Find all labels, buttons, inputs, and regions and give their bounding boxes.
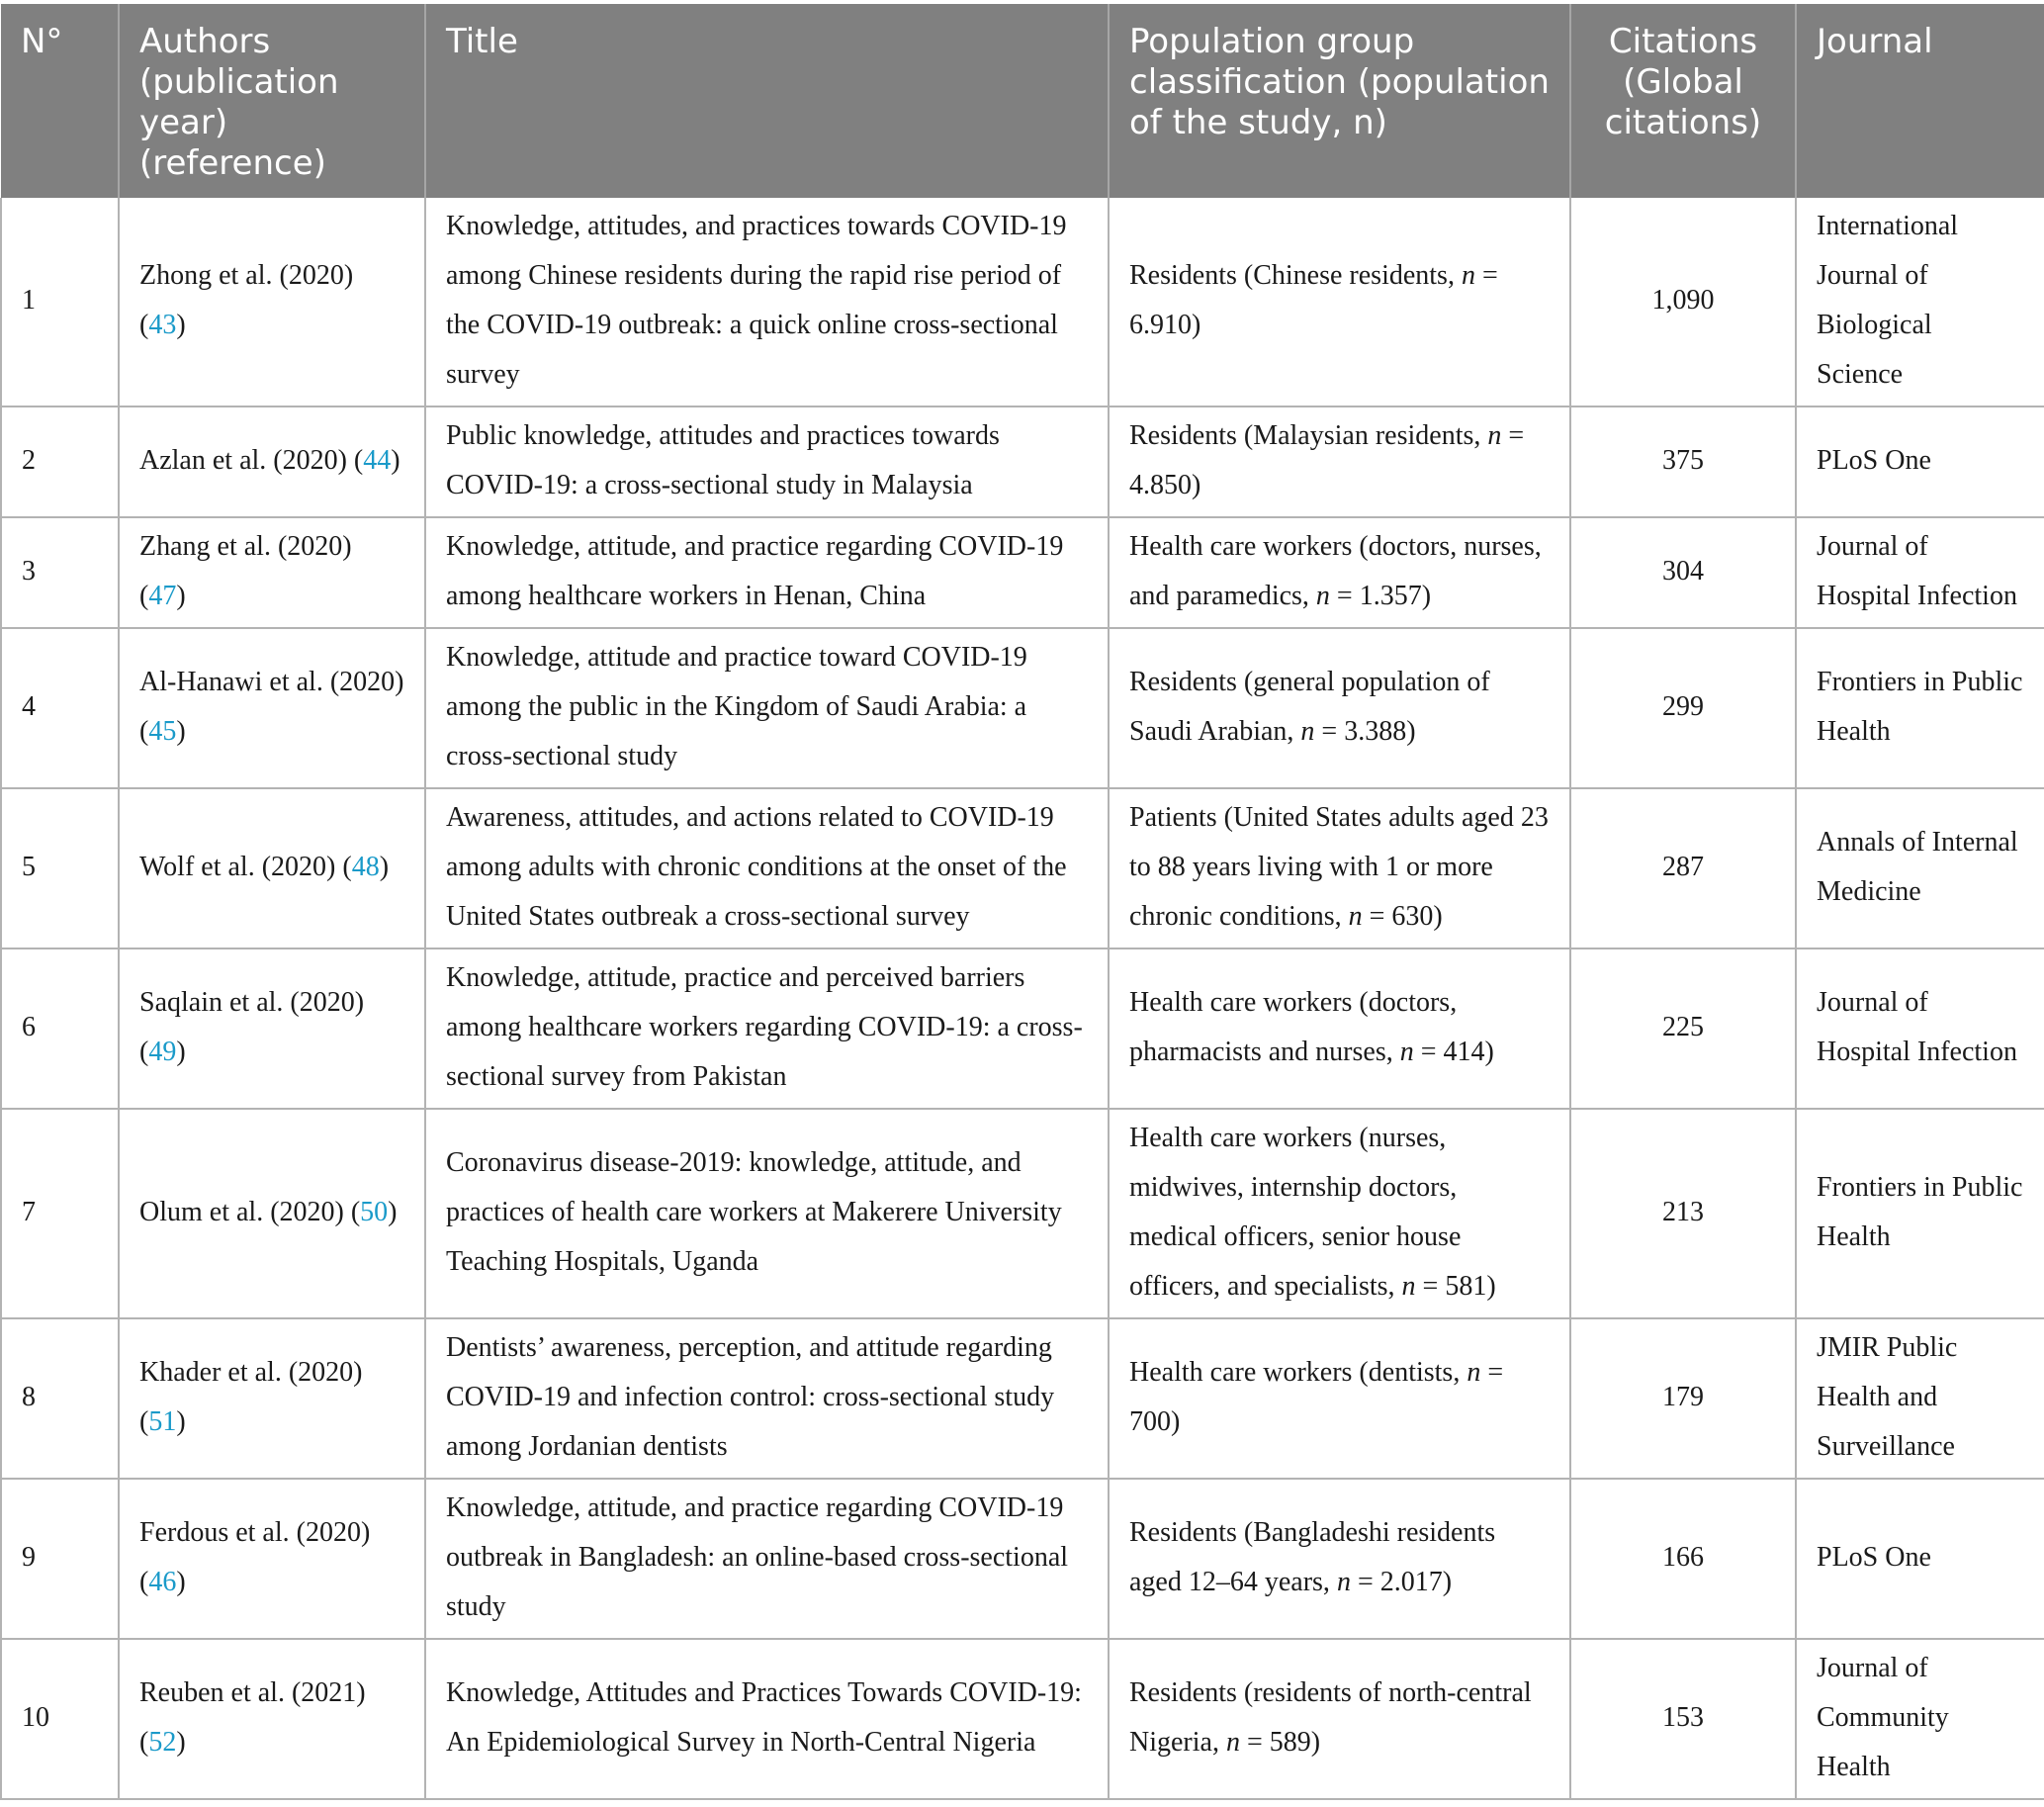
citations-cell: 304 [1570,517,1796,628]
reference-link[interactable]: 48 [351,852,380,882]
journal-cell: Journal of Community Health [1796,1639,2044,1799]
authors-cell: Saqlain et al. (2020) (49) [119,949,425,1109]
reference-link[interactable]: 52 [148,1727,177,1758]
population-cell: Residents (general population of Saudi Arabian, n = 3.388) [1109,628,1570,788]
authors-text: Reuben et al. (2021) [139,1677,366,1708]
header-journal: Journal [1796,4,2044,198]
authors-text: Al-Hanawi et al. (2020) [139,667,404,697]
header-citations: Citations (Global citations) [1570,4,1796,198]
population-n: 630 [1391,901,1434,932]
title-cell: Knowledge, attitude, and practice regarding COVID-19 among healthcare workers in Henan, China [425,517,1109,628]
authors-text: Zhong et al. (2020) [139,260,354,291]
citations-cell: 287 [1570,788,1796,949]
row-number: 6 [1,949,119,1109]
table-row [1,198,2044,407]
header-population: Population group classification (population of the study, n) [1109,4,1570,198]
row-number: 1 [1,198,119,407]
authors-text: Zhang et al. (2020) [139,531,352,562]
population-n: 700 [1129,1406,1171,1437]
table-container [0,4,2044,1800]
authors-cell: Ferdous et al. (2020) (46) [119,1479,425,1639]
population-text: Health care workers (doctors, nurses, and paramedics, [1129,531,1542,611]
title-cell: Dentists’ awareness, perception, and attitude regarding COVID-19 and infection control: cross-sectional study among Jordanian dentists [425,1318,1109,1479]
population-tail: ) [1192,470,1201,500]
title-cell: Knowledge, attitudes, and practices towards COVID-19 among Chinese residents during the rapid rise period of the COVID-19 outbreak: a quick online cross-sectional survey [425,198,1109,407]
authors-text: Ferdous et al. (2020) [139,1517,371,1548]
n-label: n [1336,1567,1351,1597]
reference-link[interactable]: 44 [363,445,392,476]
n-label: n [1487,420,1502,451]
reference-link[interactable]: 43 [148,310,177,340]
journal-cell: Annals of Internal Medicine [1796,788,2044,949]
n-label: n [1401,1271,1416,1302]
population-text: Health care workers (nurses, midwives, internship doctors, medical officers, senior house officers, and specialists, [1129,1123,1462,1302]
title-cell: Public knowledge, attitudes and practices towards COVID-19: a cross-sectional study in Malaysia [425,407,1109,517]
citations-cell: 225 [1570,949,1796,1109]
population-text: Residents (Malaysian residents, [1129,420,1481,451]
n-label: n [1315,581,1330,611]
citations-table [0,4,2044,1800]
population-tail: ) [1421,581,1432,611]
population-tail: ) [1484,1037,1494,1067]
population-tail: ) [1192,310,1201,340]
reference-link[interactable]: 51 [148,1406,177,1437]
row-number: 10 [1,1639,119,1799]
population-text: Health care workers (doctors, pharmacists and nurses, [1129,987,1458,1067]
authors-text: Khader et al. (2020) [139,1357,363,1388]
population-cell: Health care workers (nurses, midwives, internship doctors, medical officers, senior house officers, and specialists, n = 581) [1109,1109,1570,1318]
citations-cell: 166 [1570,1479,1796,1639]
population-cell: Residents (Bangladeshi residents aged 12–64 years, n = 2.017) [1109,1479,1570,1639]
population-n: 4.850 [1129,470,1192,500]
table-header-row [1,4,2044,198]
population-tail: ) [1171,1406,1181,1437]
citations-cell: 375 [1570,407,1796,517]
journal-cell: Frontiers in Public Health [1796,1109,2044,1318]
row-number: 4 [1,628,119,788]
population-text: Residents (general population of Saudi Arabian, [1129,667,1490,747]
authors-text: Wolf et al. (2020) [139,852,336,882]
population-n: 1.357 [1359,581,1422,611]
citations-cell: 153 [1570,1639,1796,1799]
row-number: 5 [1,788,119,949]
title-cell: Awareness, attitudes, and actions related to COVID-19 among adults with chronic conditions at the onset of the United States outbreak a cross-sectional survey [425,788,1109,949]
journal-cell: International Journal of Biological Science [1796,198,2044,407]
journal-cell: PLoS One [1796,1479,2044,1639]
journal-cell: Journal of Hospital Infection [1796,517,2044,628]
population-n: 589 [1269,1727,1311,1758]
authors-cell: Olum et al. (2020) (50) [119,1109,425,1318]
population-text: Residents (Bangladeshi residents aged 12–64 years, [1129,1517,1496,1597]
population-n: 3.388 [1344,716,1407,747]
header-no: N° [1,4,119,198]
header-title: Title [425,4,1109,198]
population-n: 581 [1445,1271,1487,1302]
authors-cell: Azlan et al. (2020) (44) [119,407,425,517]
population-text: Residents (residents of north-central Nigeria, [1129,1677,1532,1758]
row-number: 2 [1,407,119,517]
reference-link[interactable]: 50 [360,1197,389,1227]
population-tail: ) [1433,901,1443,932]
title-cell: Knowledge, attitude and practice toward COVID-19 among the public in the Kingdom of Saudi Arabia: a cross-sectional study [425,628,1109,788]
citations-cell: 1,090 [1570,198,1796,407]
population-text: Patients (United States adults aged 23 to 88 years living with 1 or more chronic conditions, [1129,802,1549,932]
header-authors: Authors (publication year) (reference) [119,4,425,198]
population-cell: Patients (United States adults aged 23 to 88 years living with 1 or more chronic conditions, n = 630) [1109,788,1570,949]
journal-cell: Journal of Hospital Infection [1796,949,2044,1109]
table-row [1,1318,2044,1479]
population-cell: Health care workers (doctors, pharmacists and nurses, n = 414) [1109,949,1570,1109]
table-row [1,407,2044,517]
title-cell: Knowledge, Attitudes and Practices Towards COVID-19: An Epidemiological Survey in North-Central Nigeria [425,1639,1109,1799]
authors-cell: Zhang et al. (2020) (47) [119,517,425,628]
title-cell: Coronavirus disease-2019: knowledge, attitude, and practices of health care workers at Makerere University Teaching Hospitals, Uganda [425,1109,1109,1318]
journal-cell: PLoS One [1796,407,2044,517]
n-label: n [1461,260,1475,291]
population-cell: Residents (Malaysian residents, n = 4.850) [1109,407,1570,517]
row-number: 9 [1,1479,119,1639]
population-tail: ) [1486,1271,1496,1302]
reference-link[interactable]: 46 [148,1567,177,1597]
authors-cell: Wolf et al. (2020) (48) [119,788,425,949]
n-label: n [1225,1727,1240,1758]
row-number: 8 [1,1318,119,1479]
population-n: 414 [1443,1037,1485,1067]
n-label: n [1399,1037,1414,1067]
table-row [1,1639,2044,1799]
n-label: n [1300,716,1315,747]
population-n: 2.017 [1379,1567,1443,1597]
n-label: n [1466,1357,1481,1388]
population-n: 6.910 [1129,310,1192,340]
citations-cell: 299 [1570,628,1796,788]
population-tail: ) [1310,1727,1321,1758]
table-row [1,1479,2044,1639]
authors-text: Saqlain et al. (2020) [139,987,365,1018]
reference-link[interactable]: 45 [148,716,177,747]
title-cell: Knowledge, attitude, practice and perceived barriers among healthcare workers regarding COVID-19: a cross-sectional survey from Pakistan [425,949,1109,1109]
authors-text: Azlan et al. (2020) [139,445,347,476]
title-cell: Knowledge, attitude, and practice regarding COVID-19 outbreak in Bangladesh: an online-based cross-sectional study [425,1479,1109,1639]
authors-text: Olum et al. (2020) [139,1197,344,1227]
n-label: n [1348,901,1363,932]
authors-cell: Zhong et al. (2020) (43) [119,198,425,407]
population-cell: Health care workers (doctors, nurses, and paramedics, n = 1.357) [1109,517,1570,628]
population-cell: Residents (residents of north-central Nigeria, n = 589) [1109,1639,1570,1799]
population-tail: ) [1406,716,1416,747]
population-text: Health care workers (dentists, [1129,1357,1461,1388]
table-row [1,517,2044,628]
citations-cell: 179 [1570,1318,1796,1479]
population-cell: Residents (Chinese residents, n = 6.910) [1109,198,1570,407]
reference-link[interactable]: 49 [148,1037,177,1067]
table-row [1,1109,2044,1318]
row-number: 3 [1,517,119,628]
population-cell: Health care workers (dentists, n = 700) [1109,1318,1570,1479]
authors-cell: Reuben et al. (2021) (52) [119,1639,425,1799]
population-text: Residents (Chinese residents, [1129,260,1455,291]
citations-cell: 213 [1570,1109,1796,1318]
table-row [1,949,2044,1109]
row-number: 7 [1,1109,119,1318]
authors-cell: Al-Hanawi et al. (2020) (45) [119,628,425,788]
population-tail: ) [1442,1567,1453,1597]
table-row [1,628,2044,788]
authors-cell: Khader et al. (2020) (51) [119,1318,425,1479]
journal-cell: JMIR Public Health and Surveillance [1796,1318,2044,1479]
table-row [1,788,2044,949]
reference-link[interactable]: 47 [148,581,177,611]
journal-cell: Frontiers in Public Health [1796,628,2044,788]
